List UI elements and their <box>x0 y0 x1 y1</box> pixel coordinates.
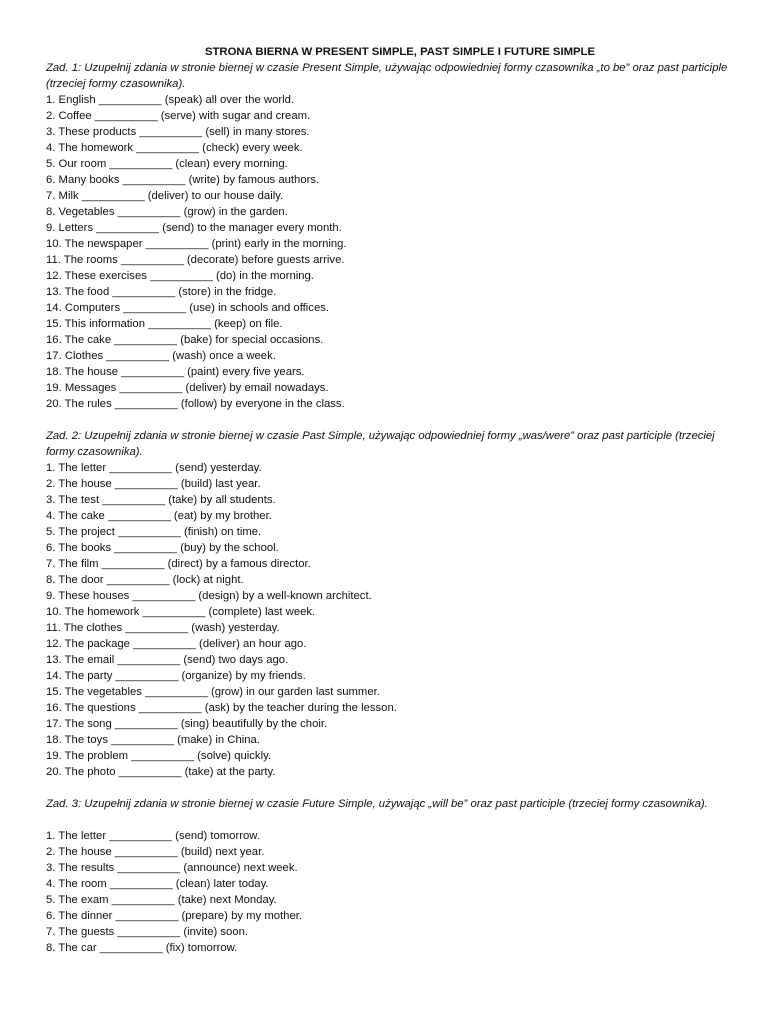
exercise-item: 9. These houses __________ (design) by a well-known architect. <box>46 590 372 602</box>
exercise-item: 5. The exam __________ (take) next Monday. <box>46 894 277 906</box>
exercise-item: 6. The books __________ (buy) by the school. <box>46 542 279 554</box>
task-3-exercise-list <box>46 828 736 956</box>
task-1 <box>46 60 736 412</box>
exercise-item: 15. This information __________ (keep) on file. <box>46 318 283 330</box>
exercise-item: 8. The door __________ (lock) at night. <box>46 574 244 586</box>
exercise-item: 10. The newspaper __________ (print) early in the morning. <box>46 238 347 250</box>
exercise-item: 18. The toys __________ (make) in China. <box>46 734 260 746</box>
section-spacer <box>46 412 736 428</box>
exercise-item: 1. The letter __________ (send) yesterday. <box>46 462 262 474</box>
exercise-item: 6. Many books __________ (write) by famous authors. <box>46 174 320 186</box>
exercise-item: 11. The rooms __________ (decorate) before guests arrive. <box>46 254 345 266</box>
exercise-item: 7. The guests __________ (invite) soon. <box>46 926 249 938</box>
exercise-item: 7. Milk __________ (deliver) to our house daily. <box>46 190 284 202</box>
exercise-item: 10. The homework __________ (complete) last week. <box>46 606 316 618</box>
exercise-item: 4. The cake __________ (eat) by my brother. <box>46 510 272 522</box>
exercise-item: 2. The house __________ (build) next year. <box>46 846 265 858</box>
exercise-item: 16. The questions __________ (ask) by the teacher during the lesson. <box>46 702 397 714</box>
exercise-item: 20. The rules __________ (follow) by everyone in the class. <box>46 398 345 410</box>
page-title: STRONA BIERNA W PRESENT SIMPLE, PAST SIMPLE I FUTURE SIMPLE <box>205 46 595 58</box>
instruction-spacer <box>46 812 736 828</box>
exercise-item: 13. The email __________ (send) two days ago. <box>46 654 289 666</box>
exercise-item: 17. The song __________ (sing) beautifully by the choir. <box>46 718 328 730</box>
exercise-item: 2. Coffee __________ (serve) with sugar and cream. <box>46 110 311 122</box>
exercise-item: 20. The photo __________ (take) at the party. <box>46 766 276 778</box>
exercise-item: 8. The car __________ (fix) tomorrow. <box>46 942 238 954</box>
task-2-exercise-list <box>46 460 736 780</box>
exercise-item: 15. The vegetables __________ (grow) in our garden last summer. <box>46 686 380 698</box>
task-3 <box>46 796 736 956</box>
exercise-item: 6. The dinner __________ (prepare) by my mother. <box>46 910 303 922</box>
exercise-item: 5. The project __________ (finish) on time. <box>46 526 262 538</box>
task-1-instruction: Zad. 1: Uzupełnij zdania w stronie biernej w czasie Present Simple, używając odpowiedniej formy czasownika „to be” oraz past participle (trzeciej formy czasownika). <box>46 62 728 90</box>
exercise-item: 14. The party __________ (organize) by my friends. <box>46 670 306 682</box>
exercise-item: 19. Messages __________ (deliver) by email nowadays. <box>46 382 329 394</box>
exercise-item: 11. The clothes __________ (wash) yesterday. <box>46 622 280 634</box>
task-3-instruction: Zad. 3: Uzupełnij zdania w stronie biernej w czasie Future Simple, używając „will be” oraz past participle (trzeciej formy czasownika). <box>46 798 708 810</box>
exercise-item: 7. The film __________ (direct) by a famous director. <box>46 558 311 570</box>
exercise-item: 18. The house __________ (paint) every five years. <box>46 366 305 378</box>
exercise-item: 12. The package __________ (deliver) an hour ago. <box>46 638 307 650</box>
exercise-item: 1. English __________ (speak) all over the world. <box>46 94 295 106</box>
exercise-item: 19. The problem __________ (solve) quickly. <box>46 750 272 762</box>
task-2 <box>46 428 736 780</box>
exercise-item: 3. The results __________ (announce) next week. <box>46 862 298 874</box>
task-1-exercise-list <box>46 92 736 412</box>
exercise-item: 1. The letter __________ (send) tomorrow. <box>46 830 260 842</box>
exercise-item: 14. Computers __________ (use) in schools and offices. <box>46 302 330 314</box>
exercise-item: 2. The house __________ (build) last year. <box>46 478 261 490</box>
exercise-item: 8. Vegetables __________ (grow) in the garden. <box>46 206 288 218</box>
exercise-item: 12. These exercises __________ (do) in the morning. <box>46 270 314 282</box>
exercise-item: 4. The homework __________ (check) every week. <box>46 142 303 154</box>
exercise-item: 16. The cake __________ (bake) for special occasions. <box>46 334 324 346</box>
exercise-item: 17. Clothes __________ (wash) once a week. <box>46 350 276 362</box>
exercise-item: 3. These products __________ (sell) in many stores. <box>46 126 310 138</box>
exercise-item: 5. Our room __________ (clean) every morning. <box>46 158 288 170</box>
exercise-item: 13. The food __________ (store) in the fridge. <box>46 286 277 298</box>
task-2-instruction: Zad. 2: Uzupełnij zdania w stronie biernej w czasie Past Simple, używając odpowiedniej formy „was/were” oraz past participle (trzeciej formy czasownika). <box>46 430 715 458</box>
exercise-item: 9. Letters __________ (send) to the manager every month. <box>46 222 342 234</box>
exercise-item: 4. The room __________ (clean) later today. <box>46 878 269 890</box>
exercise-item: 3. The test __________ (take) by all students. <box>46 494 276 506</box>
worksheet-page <box>46 44 736 956</box>
section-spacer <box>46 780 736 796</box>
